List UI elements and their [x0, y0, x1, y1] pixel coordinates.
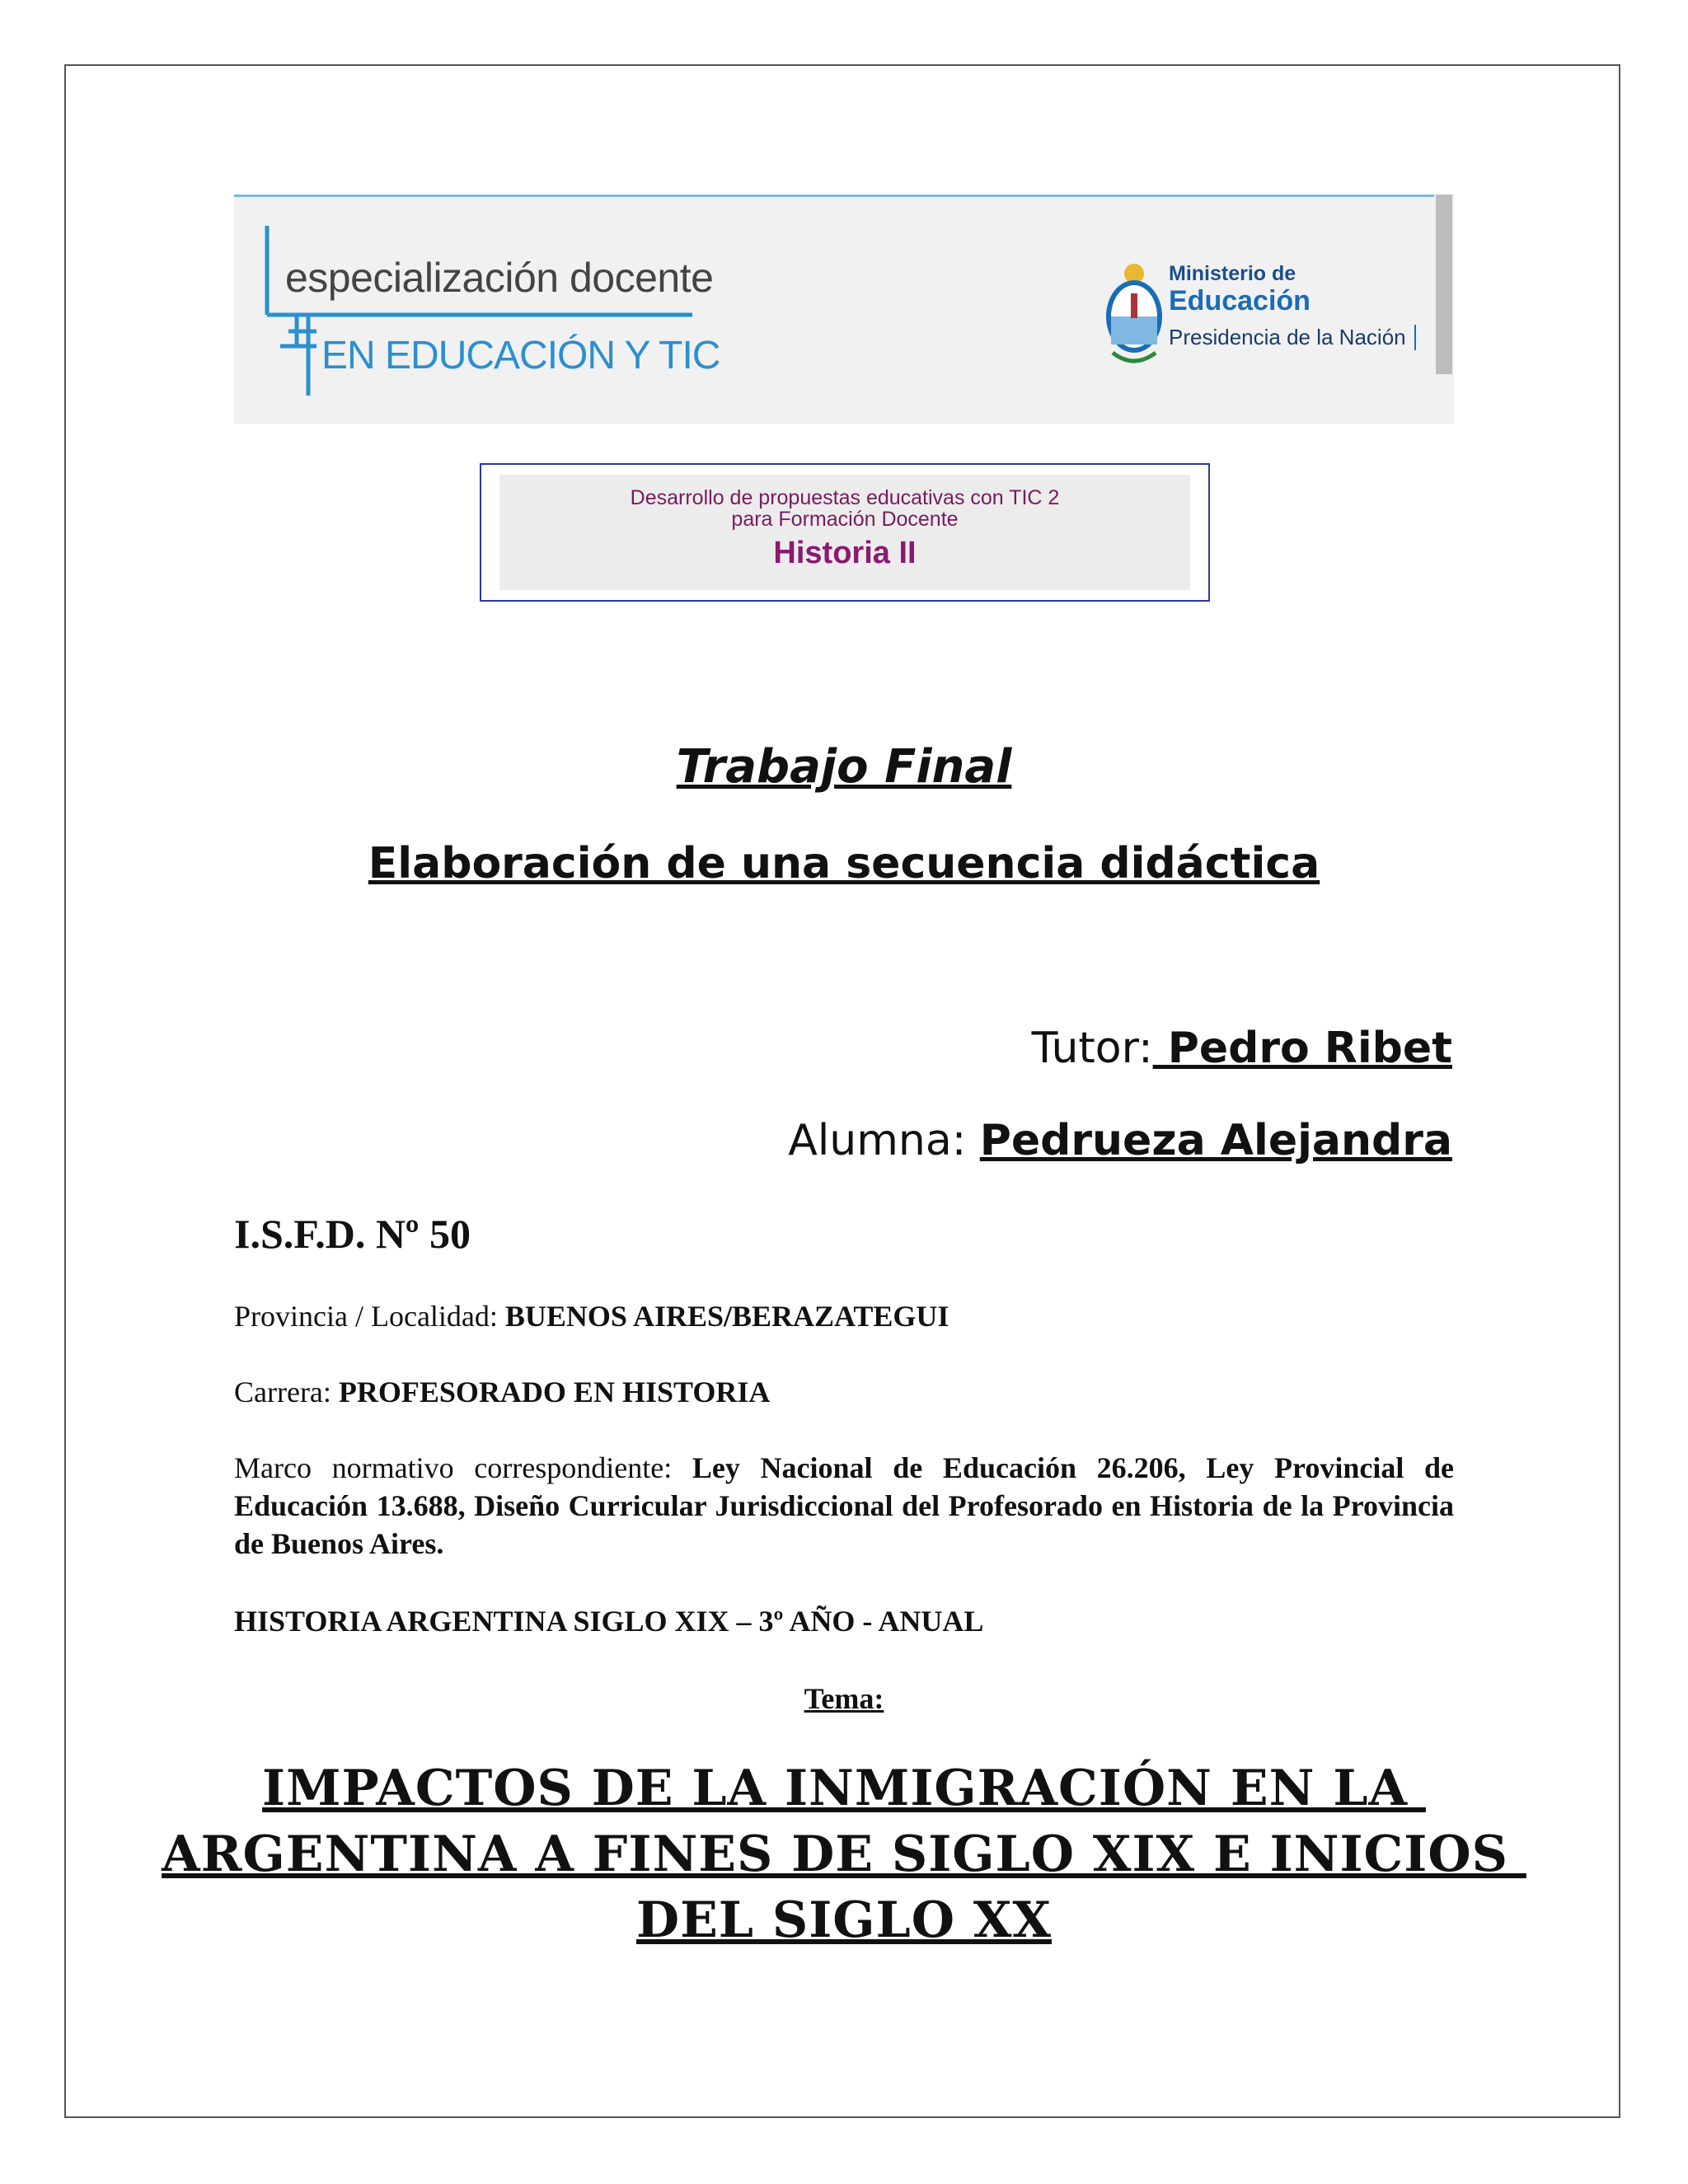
- provincia-value: BUENOS AIRES/BERAZATEGUI: [504, 1300, 950, 1333]
- alumna-label: Alumna:: [788, 1116, 980, 1165]
- banner-top-line: [234, 194, 1434, 197]
- marco-value: Ley Nacional de Educación 26.206, Ley Provincial de Educación 13.688, Diseño Curricular Jurisdiccional del Profesorado en Historia de la Provincia de Buenos Aires.: [234, 1451, 1455, 1560]
- carrera-label: Carrera:: [234, 1376, 339, 1408]
- tutor-name: Pedro Ribet: [1152, 1024, 1452, 1073]
- course-line-1: Desarrollo de propuestas educativas con TIC 2: [630, 486, 1060, 509]
- ministry-label: Ministerio de: [1169, 262, 1296, 285]
- tutor-label: Tutor:: [1031, 1024, 1153, 1073]
- marco-normativo: [234, 1449, 1454, 1563]
- ministry-name: Educación: [1169, 285, 1311, 316]
- course-banner: [480, 463, 1210, 602]
- topic-line-3: DEL SIGLO XX: [636, 1891, 1052, 1949]
- course-line-2: para Formación Docente: [731, 508, 959, 531]
- carrera-line: [234, 1375, 770, 1409]
- subject-year-line: HISTORIA ARGENTINA SIGLO XIX – 3º AÑO - ANUAL: [234, 1605, 984, 1638]
- alumna-name: Pedrueza Alejandra: [979, 1116, 1452, 1165]
- course-subject: Historia II: [773, 536, 917, 570]
- logo-text-educacion-tic: EN EDUCACIÓN Y TIC: [321, 334, 720, 377]
- course-banner-inner: [499, 475, 1190, 590]
- alumna-line: [788, 1116, 1452, 1165]
- ministry-presidency: Presidencia de la Nación: [1169, 325, 1416, 350]
- topic-line-2: ARGENTINA A FINES DE SIGLO XIX E INICIOS: [162, 1825, 1526, 1883]
- banner-scrollbar: [1436, 194, 1452, 374]
- provincia-label: Provincia / Localidad:: [234, 1300, 505, 1333]
- tutor-line: [1032, 1024, 1452, 1073]
- tema-label: Tema:: [804, 1682, 884, 1715]
- topic-title: [0, 1755, 1688, 1953]
- provincia-line: [234, 1299, 949, 1333]
- carrera-value: PROFESORADO EN HISTORIA: [338, 1376, 771, 1408]
- topic-line-1: IMPACTOS DE LA INMIGRACIÓN EN LA: [262, 1760, 1426, 1817]
- institute-name: I.S.F.D. Nº 50: [234, 1211, 471, 1257]
- document-title: Trabajo Final: [676, 740, 1012, 794]
- logo-text-especializacion: especialización docente: [285, 255, 714, 301]
- marco-label: Marco normativo correspondiente:: [234, 1451, 692, 1484]
- document-subtitle: Elaboración de una secuencia didáctica: [368, 839, 1320, 888]
